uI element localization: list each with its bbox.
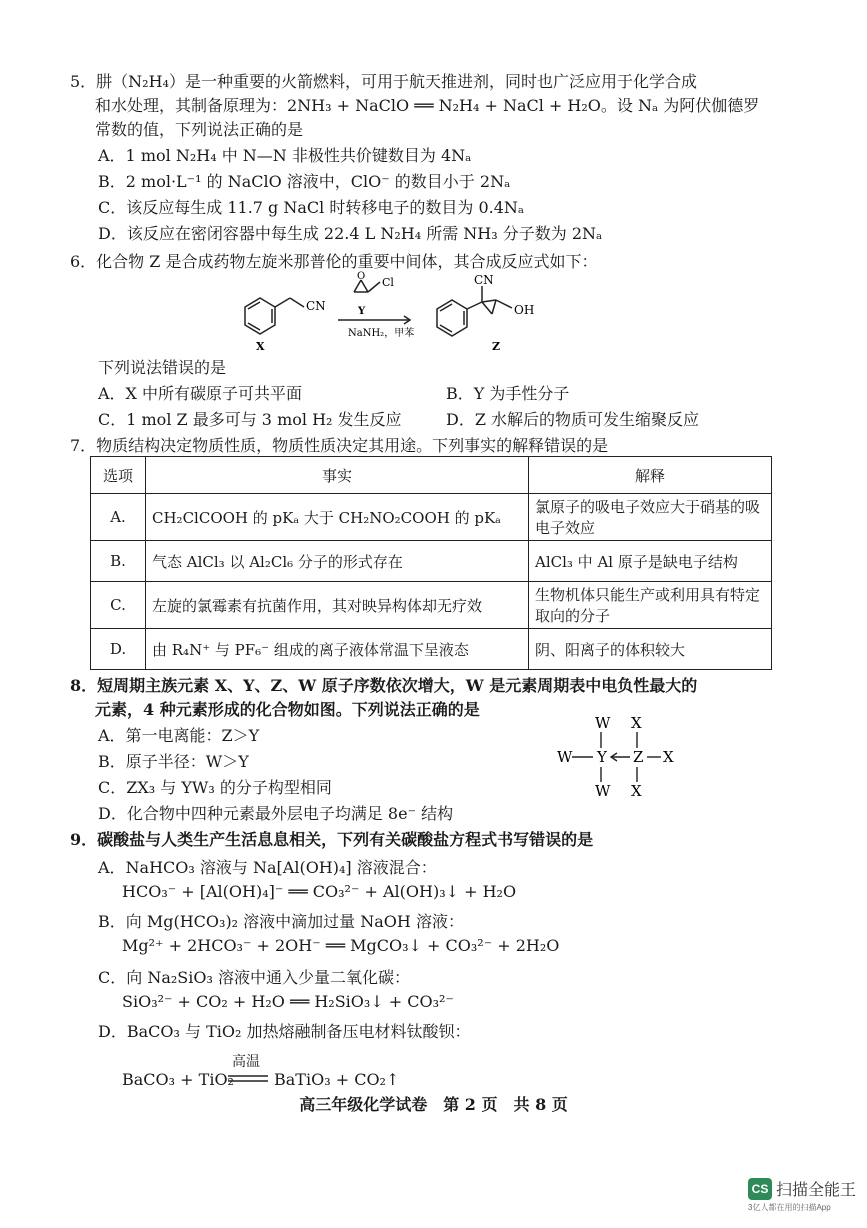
- q7-row-d-option: D.: [91, 629, 146, 670]
- struct-bottom-w: W: [595, 782, 611, 800]
- q9-option-b: B．向 Mg(HCO₃)₂ 溶液中滴加过量 NaOH 溶液：: [98, 912, 464, 931]
- z-label: Z: [492, 340, 501, 353]
- q5-option-c: C．该反应每生成 11.7 g NaCl 时转移电子的数目为 0.4Nₐ: [98, 198, 525, 217]
- q7-row-a-fact: CH₂ClCOOH 的 pKₐ 大于 CH₂NO₂COOH 的 pKₐ: [146, 494, 529, 541]
- q9-option-c: C．向 Na₂SiO₃ 溶液中通入少量二氧化碳：: [98, 968, 410, 987]
- q5-option-d: D．该反应在密闭容器中每生成 22.4 L N₂H₄ 所需 NH₃ 分子数为 2Nₐ: [98, 224, 603, 243]
- q6-option-b: B．Y 为手性分子: [446, 384, 570, 403]
- table-row: [91, 629, 772, 670]
- q7-table: [90, 456, 772, 670]
- struct-right-x: X: [663, 748, 674, 766]
- q9-d-right: BaTiO₃ + CO₂↑: [274, 1070, 400, 1089]
- q7-row-c-fact: 左旋的氯霉素有抗菌作用，其对映异构体却无疗效: [146, 582, 529, 629]
- q5-line-2: 和水处理，其制备原理为：2NH₃ + NaClO ══ N₂H₄ + NaCl + H₂O。设 Nₐ 为阿伏伽德罗: [95, 96, 760, 115]
- q6-option-a: A．X 中所有碳原子可共平面: [98, 384, 303, 403]
- q7-row-a-explanation: 氯原子的吸电子效应大于硝基的吸电子效应: [529, 494, 772, 541]
- compound-z-structure: [437, 286, 512, 336]
- q6-option-c: C．1 mol Z 最多可与 3 mol H₂ 发生反应: [98, 410, 402, 429]
- page-footer: 高三年级化学试卷 第 2 页 共 8 页: [299, 1095, 568, 1114]
- q7-row-b-option: B.: [91, 541, 146, 582]
- q6-ask: 下列说法错误的是: [98, 358, 227, 377]
- table-row: [91, 582, 772, 629]
- q7-row-c-explanation: 生物机体只能生产或利用具有特定取向的分子: [529, 582, 772, 629]
- z-oh-label: OH: [514, 303, 535, 317]
- q6-stem: 6．化合物 Z 是合成药物左旋米那普伦的重要中间体，其合成反应式如下：: [70, 252, 598, 271]
- y-cl-label: Cl: [382, 276, 394, 289]
- q9-equation-a: HCO₃⁻ + [Al(OH)₄]⁻ ══ CO₃²⁻ + Al(OH)₃↓ + H₂O: [122, 882, 517, 901]
- q8-option-d: D．化合物中四种元素最外层电子均满足 8e⁻ 结构: [98, 804, 454, 823]
- q9-equation-c: SiO₃²⁻ + CO₂ + H₂O ══ H₂SiO₃↓ + CO₃²⁻: [122, 992, 454, 1011]
- q6-reaction-scheme: [230, 270, 590, 354]
- scanner-badge: [748, 1177, 856, 1213]
- q9-d-equals-sign: [226, 1072, 270, 1086]
- q8-option-a: A．第一电离能：Z＞Y: [98, 726, 260, 745]
- q5-line-3: 常数的值，下列说法正确的是: [95, 120, 304, 139]
- q9-option-d: D．BaCO₃ 与 TiO₂ 加热熔融制备压电材料钛酸钡：: [98, 1022, 471, 1041]
- q9-stem: 9．碳酸盐与人类生产生活息息相关，下列有关碳酸盐方程式书写错误的是: [70, 830, 594, 849]
- q8-option-b: B．原子半径：W＞Y: [98, 752, 249, 771]
- q8-structure-diagram: [555, 712, 685, 802]
- q6-option-d: D．Z 水解后的物质可发生缩聚反应: [446, 410, 700, 429]
- struct-top-x: X: [631, 714, 642, 732]
- scanner-app-name: 扫描全能王: [776, 1182, 857, 1199]
- q9-option-a: A．NaHCO₃ 溶液与 Na[Al(OH)₄] 溶液混合：: [98, 858, 437, 877]
- y-label: Y: [358, 306, 366, 317]
- q7-header-explanation: 解释: [529, 457, 772, 494]
- table-row: [91, 541, 772, 582]
- q7-row-b-explanation: AlCl₃ 中 Al 原子是缺电子结构: [529, 541, 772, 582]
- q7-stem: 7．物质结构决定物质性质，物质性质决定其用途。下列事实的解释错误的是: [70, 436, 609, 455]
- q9-equation-b: Mg²⁺ + 2HCO₃⁻ + 2OH⁻ ══ MgCO₃↓ + CO₃²⁻ + 2H₂O: [122, 936, 560, 955]
- x-label: X: [256, 340, 265, 353]
- x-cn-label: CN: [306, 299, 326, 313]
- struct-bonds: [572, 732, 661, 782]
- z-cn-label: CN: [474, 273, 494, 287]
- struct-center-z: Z: [633, 748, 644, 766]
- struct-center-y: Y: [597, 748, 607, 766]
- q5-option-a: A．1 mol N₂H₄ 中 N—N 非极性共价键数目为 4Nₐ: [98, 146, 472, 165]
- q7-row-d-fact: 由 R₄N⁺ 与 PF₆⁻ 组成的离子液体常温下呈液态: [146, 629, 529, 670]
- scanner-tagline: 3亿人都在用的扫描App: [748, 1203, 831, 1212]
- q7-table-header: [91, 457, 772, 494]
- table-row: [91, 494, 772, 541]
- q9-d-left: BaCO₃ + TiO₂: [122, 1070, 234, 1089]
- q9-d-condition: 高温: [232, 1054, 260, 1070]
- q7-row-b-fact: 气态 AlCl₃ 以 Al₂Cl₆ 分子的形式存在: [146, 541, 529, 582]
- q8-option-c: C．ZX₃ 与 YW₃ 的分子构型相同: [98, 778, 332, 797]
- q7-row-a-option: A.: [91, 494, 146, 541]
- q7-row-c-option: C.: [91, 582, 146, 629]
- q5-line-1: 5．肼（N₂H₄）是一种重要的火箭燃料，可用于航天推进剂，同时也广泛应用于化学合成: [70, 72, 697, 91]
- q7-row-d-explanation: 阴、阳离子的体积较大: [529, 629, 772, 670]
- y-o-label: O: [357, 271, 366, 282]
- scanner-logo-icon: CS: [748, 1178, 772, 1200]
- q7-header-fact: 事实: [146, 457, 529, 494]
- struct-left-w: W: [557, 748, 573, 766]
- q8-line-1: 8．短周期主族元素 X、Y、Z、W 原子序数依次增大，W 是元素周期表中电负性最大的: [70, 676, 698, 695]
- reaction-conditions: NaNH₂，甲苯: [348, 328, 415, 339]
- q5-option-b: B．2 mol·L⁻¹ 的 NaClO 溶液中，ClO⁻ 的数目小于 2Nₐ: [98, 172, 511, 191]
- q8-line-2: 元素，4 种元素形成的化合物如图。下列说法正确的是: [95, 700, 480, 719]
- struct-bottom-x: X: [631, 782, 642, 800]
- q7-header-option: 选项: [91, 457, 146, 494]
- struct-top-w: W: [595, 714, 611, 732]
- compound-x-structure: [245, 298, 304, 334]
